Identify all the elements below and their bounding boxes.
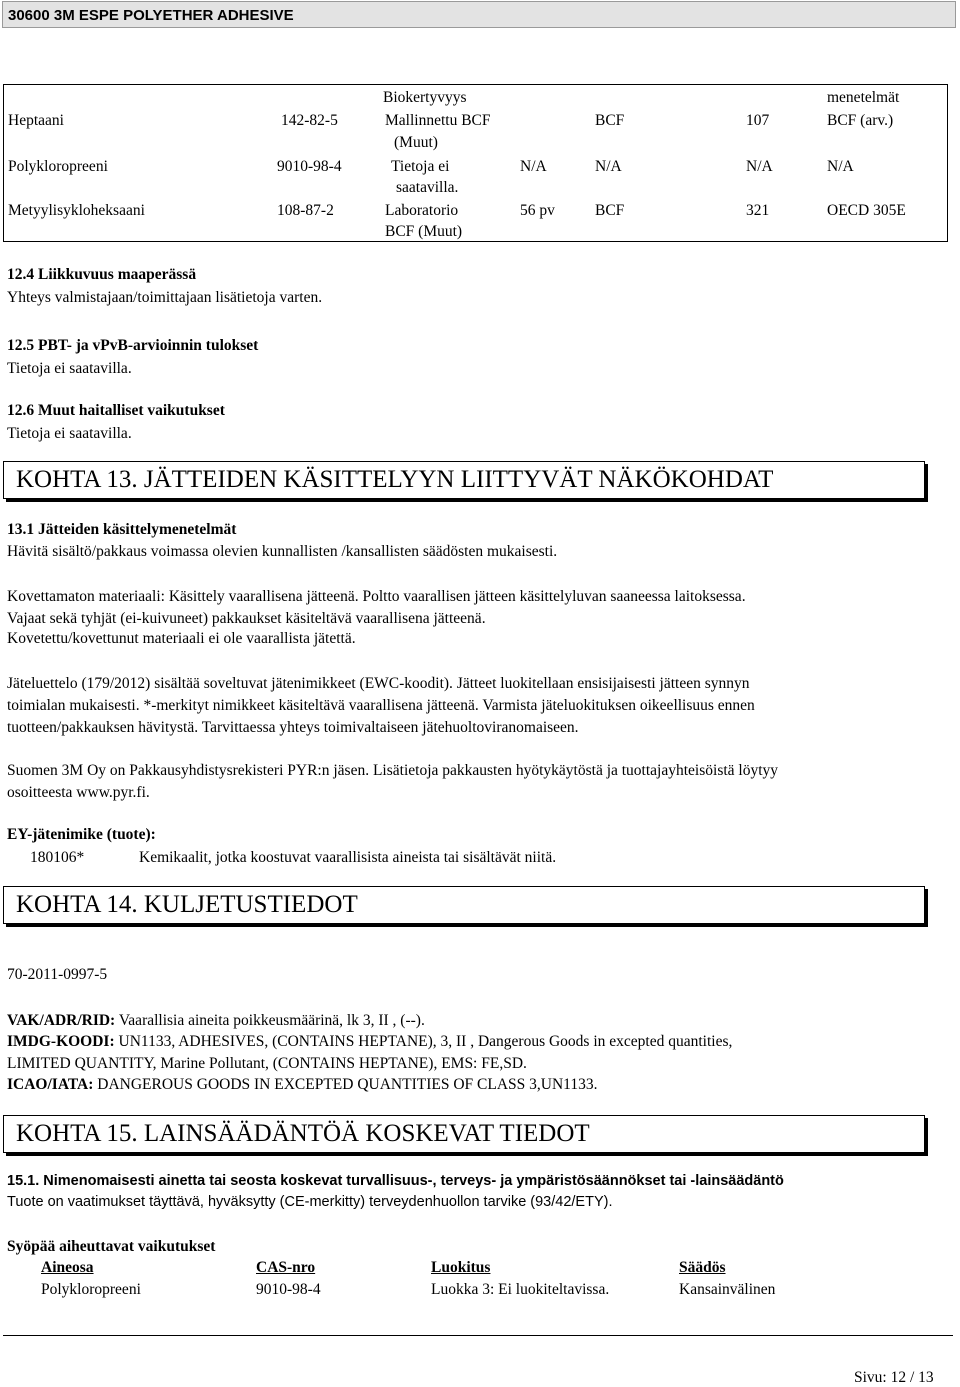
transport-line bbox=[7, 1075, 597, 1094]
section-12-6-heading: 12.6 Muut haitalliset vaikutukset bbox=[7, 402, 225, 419]
ewc-heading: EY-jätenimike (tuote): bbox=[7, 826, 156, 843]
carc-cell: Polykloropreeni bbox=[41, 1281, 141, 1298]
bioaccumulation-table bbox=[3, 84, 948, 242]
table-cell-type: Mallinnettu BCF bbox=[385, 112, 491, 129]
section-13-1-p3-line: tuotteen/pakkauksen hävitystä. Tarvittaessa yhteys toimivaltaiseen jätehuoltoviranomaiseen. bbox=[7, 719, 579, 736]
table-cell-duration: N/A bbox=[520, 158, 547, 175]
section-13-1-p4-line: Suomen 3M Oy on Pakkausyhdistysrekisteri PYR:n jäsen. Lisätietoja pakkausten hyötykäytöstä ja tuottajayhteisöistä löytyy bbox=[7, 762, 779, 779]
transport-label: IMDG-KOODI: bbox=[7, 1033, 115, 1050]
ewc-description: Kemikaalit, jotka koostuvat vaarallisista aineista tai sisältävät niitä. bbox=[139, 849, 557, 866]
section-13-1-p3-line: Jäteluettelo (179/2012) sisältää soveltuvat jätenimikkeet (EWC-koodit). Jätteet luokitellaan ensisijaisesti jätteen synnyn bbox=[7, 675, 750, 692]
transport-line bbox=[7, 1011, 425, 1030]
ewc-code: 180106* bbox=[30, 849, 85, 866]
section-13-1-p4-line: osoitteesta www.pyr.fi. bbox=[7, 784, 150, 801]
table-cell-type-cont: saatavilla. bbox=[396, 179, 459, 196]
transport-line bbox=[7, 1032, 732, 1051]
table-cell-cas: 108-87-2 bbox=[277, 202, 334, 219]
carc-col-header: Säädös bbox=[679, 1259, 726, 1276]
page-number: Sivu: 12 / 13 bbox=[854, 1369, 934, 1386]
section-15-1-text: Tuote on vaatimukset täyttävä, hyväksytty (CE-merkitty) terveydenhuollon tarvike (93/42/ETY). bbox=[7, 1194, 613, 1210]
table-cell-value: N/A bbox=[746, 158, 773, 175]
table-cell-name: Metyylisykloheksaani bbox=[8, 202, 145, 219]
transport-text: DANGEROUS GOODS IN EXCEPTED QUANTITIES OF CLASS 3,UN1133. bbox=[93, 1076, 598, 1093]
table-cell-type-cont: BCF (Muut) bbox=[385, 223, 463, 240]
section-13-1-p2-line: Vajaat sekä tyhjät (ei-kuivuneet) pakkaukset käsiteltävä vaarallisena jätteenä. bbox=[7, 610, 486, 627]
carcinogenic-heading: Syöpää aiheuttavat vaikutukset bbox=[7, 1238, 216, 1255]
section-12-4-heading: 12.4 Liikkuvuus maaperässä bbox=[7, 266, 197, 283]
section-13-1-p3-line: toimialan mukaisesti. *-merkityt nimikkeet käsiteltävä vaarallisena jätteenä. Varmista jäteluokituksen oikeellisuus ennen bbox=[7, 697, 755, 714]
section-13-1-p2-line: Kovettamaton materiaali: Käsittely vaarallisena jätteenä. Poltto vaarallisen jätteen käsittelyluvan saaneessa laitoksessa. bbox=[7, 588, 746, 605]
table-col-header: Biokertyvyys bbox=[383, 89, 467, 106]
table-cell-endpoint: N/A bbox=[595, 158, 622, 175]
transport-label: VAK/ADR/RID: bbox=[7, 1012, 116, 1029]
section-12-5-text: Tietoja ei saatavilla. bbox=[7, 360, 132, 377]
table-cell-duration: 56 pv bbox=[520, 202, 555, 219]
section-12-4-text: Yhteys valmistajaan/toimittajaan lisätietoja varten. bbox=[7, 289, 323, 306]
carc-col-header: CAS-nro bbox=[256, 1259, 316, 1276]
section-14-title: KOHTA 14. KULJETUSTIEDOT bbox=[16, 891, 358, 918]
table-cell-method: OECD 305E bbox=[827, 202, 906, 219]
document-header bbox=[2, 1, 956, 28]
transport-text: Vaarallisia aineita poikkeusmäärinä, lk 3, II , (--). bbox=[115, 1012, 425, 1029]
section-13-1-p2-line: Kovetettu/kovettunut materiaali ei ole vaarallista jätettä. bbox=[7, 630, 356, 647]
table-cell-endpoint: BCF bbox=[595, 112, 625, 129]
table-cell-method: N/A bbox=[827, 158, 854, 175]
table-col-header-right: menetelmät bbox=[827, 89, 900, 106]
table-cell-name: Polykloropreeni bbox=[8, 158, 108, 175]
carc-cell: Kansainvälinen bbox=[679, 1281, 776, 1298]
section-13-1-heading: 13.1 Jätteiden käsittelymenetelmät bbox=[7, 521, 237, 538]
carc-col-header: Luokitus bbox=[431, 1259, 491, 1276]
table-cell-endpoint: BCF bbox=[595, 202, 625, 219]
table-cell-name: Heptaani bbox=[8, 112, 64, 129]
table-cell-type: Laboratorio bbox=[385, 202, 459, 219]
table-cell-cas: 9010-98-4 bbox=[277, 158, 342, 175]
transport-label: ICAO/IATA: bbox=[7, 1076, 94, 1093]
section-13-title: KOHTA 13. JÄTTEIDEN KÄSITTELYYN LIITTYVÄT NÄKÖKOHDAT bbox=[16, 466, 774, 493]
section-13-1-p1: Hävitä sisältö/pakkaus voimassa olevien kunnallisten /kansallisten säädösten mukaisesti. bbox=[7, 543, 558, 560]
table-cell-cas: 142-82-5 bbox=[281, 112, 338, 129]
footer-rule bbox=[3, 1335, 953, 1336]
transport-line bbox=[7, 1054, 527, 1073]
carc-cell: Luokka 3: Ei luokiteltavissa. bbox=[431, 1281, 610, 1298]
section-15-1-heading: 15.1. Nimenomaisesti ainetta tai seosta koskevat turvallisuus-, terveys- ja ympäristösäännökset tai -lainsäädäntö bbox=[7, 1173, 784, 1189]
section-15-title: KOHTA 15. LAINSÄÄDÄNTÖÄ KOSKEVAT TIEDOT bbox=[16, 1120, 590, 1147]
product-title: 30600 3M ESPE POLYETHER ADHESIVE bbox=[8, 7, 294, 24]
table-cell-value: 107 bbox=[746, 112, 770, 129]
section-12-6-text: Tietoja ei saatavilla. bbox=[7, 425, 132, 442]
section-14-title-box bbox=[3, 886, 925, 924]
document-number: 70-2011-0997-5 bbox=[7, 966, 108, 983]
carc-cell: 9010-98-4 bbox=[256, 1281, 321, 1298]
table-cell-value: 321 bbox=[746, 202, 770, 219]
section-13-title-box bbox=[3, 461, 925, 499]
transport-text: LIMITED QUANTITY, Marine Pollutant, (CONTAINS HEPTANE), EMS: FE,SD. bbox=[7, 1055, 527, 1072]
table-cell-type: Tietoja ei bbox=[391, 158, 450, 175]
carc-col-header: Aineosa bbox=[41, 1259, 94, 1276]
section-12-5-heading: 12.5 PBT- ja vPvB-arvioinnin tulokset bbox=[7, 337, 259, 354]
section-15-title-box bbox=[3, 1115, 925, 1153]
transport-text: UN1133, ADHESIVES, (CONTAINS HEPTANE), 3, II , Dangerous Goods in excepted quantities, bbox=[114, 1033, 733, 1050]
table-cell-type-cont: (Muut) bbox=[394, 134, 438, 151]
table-cell-method: BCF (arv.) bbox=[827, 112, 894, 129]
